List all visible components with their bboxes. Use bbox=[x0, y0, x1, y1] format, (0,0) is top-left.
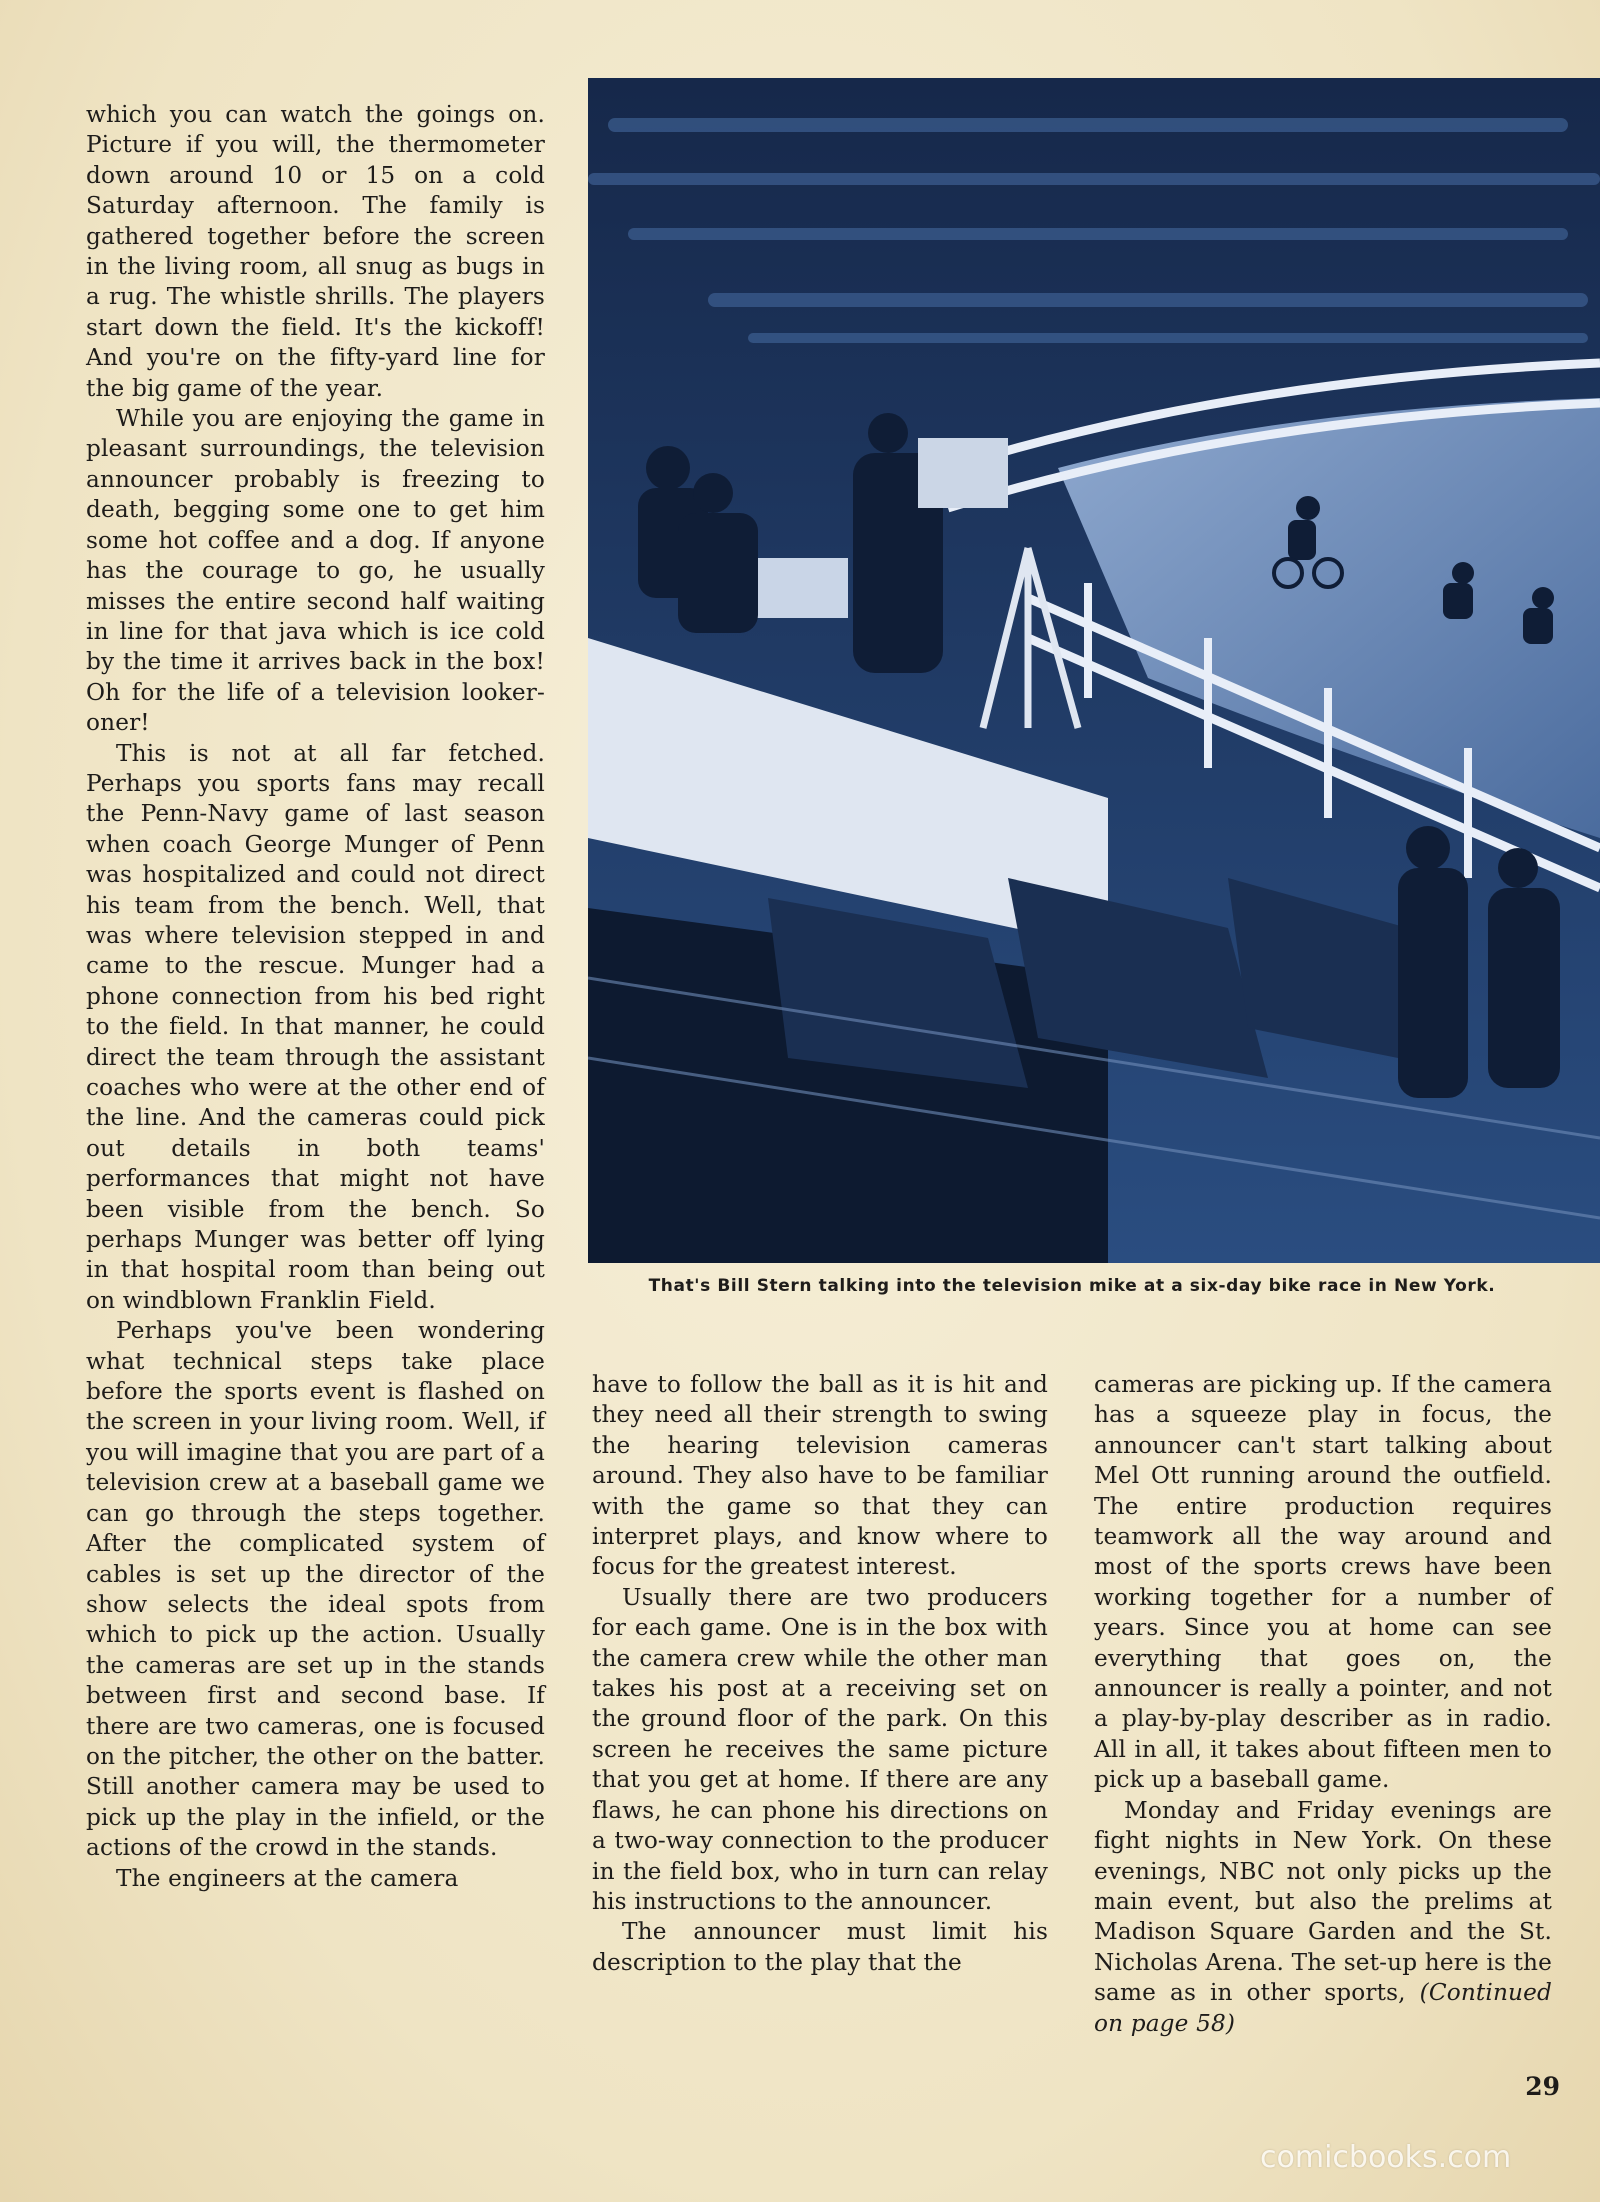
photo-illustration bbox=[588, 78, 1600, 1263]
paragraph: The engineers at the camera bbox=[116, 1864, 459, 1892]
paragraph-text: Monday and Friday evenings are fight nights in New York. On these evenings, NBC not only picks up the main event, but also the prelims at Madison Square Garden and the St. Nicholas Arena. The set-up here is the same as in other sports, bbox=[1094, 1796, 1552, 2007]
continued-note: (Continued on page 58) bbox=[1094, 1979, 1552, 2037]
bike-race-photo bbox=[588, 78, 1600, 1263]
paragraph: This is not at all far fetched. Perhaps you sports fans may recall the Penn-Navy game of last season when coach George Munger of Penn was hospitalized and could not direct his team from the bench. Well, that was where television stepped in and came to the rescue. Munger had a phone connection from his bed right to the field. In that manner, he could direct the team through the assistant coaches who were at the other end of the line. And the cameras could pick out details in both teams' performances that might not have been visible from the bench. So perhaps Munger was better off lying in that hospital room than being out on windblown Franklin Field. bbox=[86, 739, 545, 1314]
paragraph: The announcer must limit his description to the play that the bbox=[592, 1918, 1048, 1976]
page-number: 29 bbox=[1525, 2072, 1560, 2101]
article-column-middle bbox=[592, 1370, 1048, 1978]
paragraph: which you can watch the goings on. Picture if you will, the thermometer down around 10 or 15 on a cold Saturday afternoon. The family is gathered together before the screen in the living room, all snug as bugs in a rug. The whistle shrills. The players start down the field. It's the kickoff! And you're on the fifty-yard line for the big game of the year. bbox=[86, 101, 545, 402]
paragraph: have to follow the ball as it is hit and they need all their strength to swing the hearing television cameras around. They also have to be familiar with the game so that they can interpret plays, and know where to focus for the greatest interest. bbox=[592, 1371, 1048, 1581]
photo-caption: That's Bill Stern talking into the television mike at a six-day bike race in New York. bbox=[648, 1276, 1496, 1296]
paragraph: While you are enjoying the game in pleasant surroundings, the television announcer probably is freezing to death, begging some one to get him some hot coffee and a dog. If anyone has the courage to go, he usually misses the entire second half waiting in line for that java which is ice cold by the time it arrives back in the box! Oh for the life of a television looker-oner! bbox=[86, 405, 545, 737]
article-column-left bbox=[86, 100, 545, 1894]
paragraph: Perhaps you've been wondering what technical steps take place before the sports event is flashed on the screen in your living room. Well, if you will imagine that you are part of a television crew at a baseball game we can go through the steps together. After the complicated system of cables is set up the director of the show selects the ideal spots from which to pick up the action. Usually the cameras are set up in the stands between first and second base. If there are two cameras, one is focused on the pitcher, the other on the batter. Still another camera may be used to pick up the play in the infield, or the actions of the crowd in the stands. bbox=[86, 1317, 545, 1862]
site-watermark: comicbooks.com bbox=[1260, 2140, 1512, 2175]
paragraph: cameras are picking up. If the camera has a squeeze play in focus, the announcer can't start talking about Mel Ott running around the outfield. The entire production requires teamwork all the way around and most of the sports crews have been working together for a number of years. Since you at home can see everything that goes on, the announcer is really a pointer, and not a play-by-play describer as in radio. All in all, it takes about fifteen men to pick up a baseball game. bbox=[1094, 1371, 1552, 1794]
paragraph: Usually there are two producers for each game. One is in the box with the camera crew while the other man takes his post at a receiving set on the ground floor of the park. On this screen he receives the same picture that you get at home. If there are any flaws, he can phone his directions on a two-way connection to the producer in the field box, who in turn can relay his instructions to the announcer. bbox=[592, 1583, 1048, 1915]
paragraph bbox=[1094, 1796, 1552, 2039]
article-column-right bbox=[1094, 1370, 1552, 2039]
